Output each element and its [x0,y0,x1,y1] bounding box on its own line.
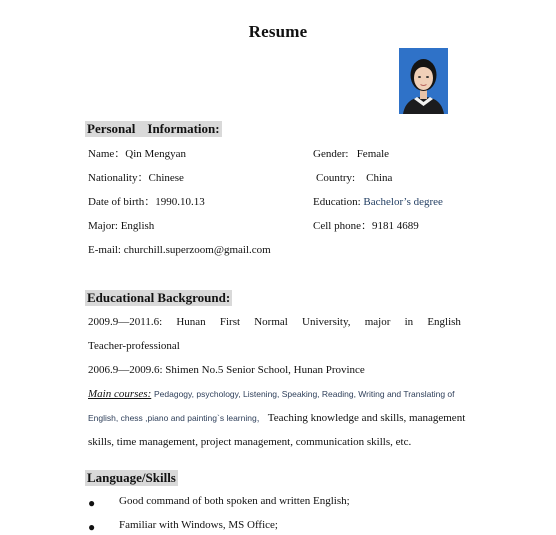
edu-word: Normal [254,316,288,328]
nationality-field: Nationality：Chinese [88,172,184,184]
country-value: China [366,172,393,184]
edu-word: First [219,316,241,328]
dob-field: Date of birth：1990.10.13 [88,196,205,208]
education-line-2: 2006.9—2009.6: Shimen No.5 Senior School, Hunan Province [88,364,365,376]
courses-line-2 [88,411,465,425]
major-field: Major: English [88,220,155,232]
edu-word: University, [302,316,351,328]
education-field [313,195,443,209]
courses-line-1 [88,387,455,401]
personal-heading-part1: Personal [87,121,136,136]
education-value: Bachelor’s degree [363,196,443,208]
language-heading: Language/Skills [87,470,176,485]
courses-text-1: Pedagogy, psychology, Listening, Speaking, Reading, Writing and Translating of [154,389,455,399]
skill-text: Familiar with Windows, MS Office; [119,519,278,531]
courses-text-2b: Teaching knowledge and skills, management [267,412,466,424]
education-label: Education: [313,196,361,208]
education-line-1-cont: Teacher-professional [88,340,180,352]
country-label: Country: [316,172,356,184]
courses-label: Main courses: [88,388,152,400]
edu-word: 2009.9—2011.6: [88,316,163,328]
courses-text-2: English, chess ,piano and painting`s learning， [88,413,266,423]
profile-photo [399,48,448,114]
edu-word: in [404,316,414,328]
education-heading: Educational Background: [87,290,231,305]
country-field [316,171,392,185]
name-field: Name：Qin Mengyan [88,148,187,160]
education-line-1 [88,315,461,329]
edu-word: Hunan [176,316,206,328]
personal-heading-part2: Information: [147,121,220,136]
resume-title: Resume [248,22,308,41]
gender-field [313,147,389,161]
portrait-image [399,48,448,114]
courses-line-3: skills, time management, project management, communication skills, etc. [88,436,412,448]
gender-label: Gender: [313,148,349,160]
phone-field: Cell phone：9181 4689 [313,220,419,232]
bullet-icon: ● [88,520,96,534]
gender-value: Female [356,148,390,160]
email-field: E-mail: churchill.superzoom@gmail.com [88,244,271,256]
personal-info-heading [85,121,222,137]
skill-text: Good command of both spoken and written English; [119,495,350,507]
edu-word: major [364,316,391,328]
bullet-icon: ● [88,496,96,510]
edu-word: English [427,316,461,328]
